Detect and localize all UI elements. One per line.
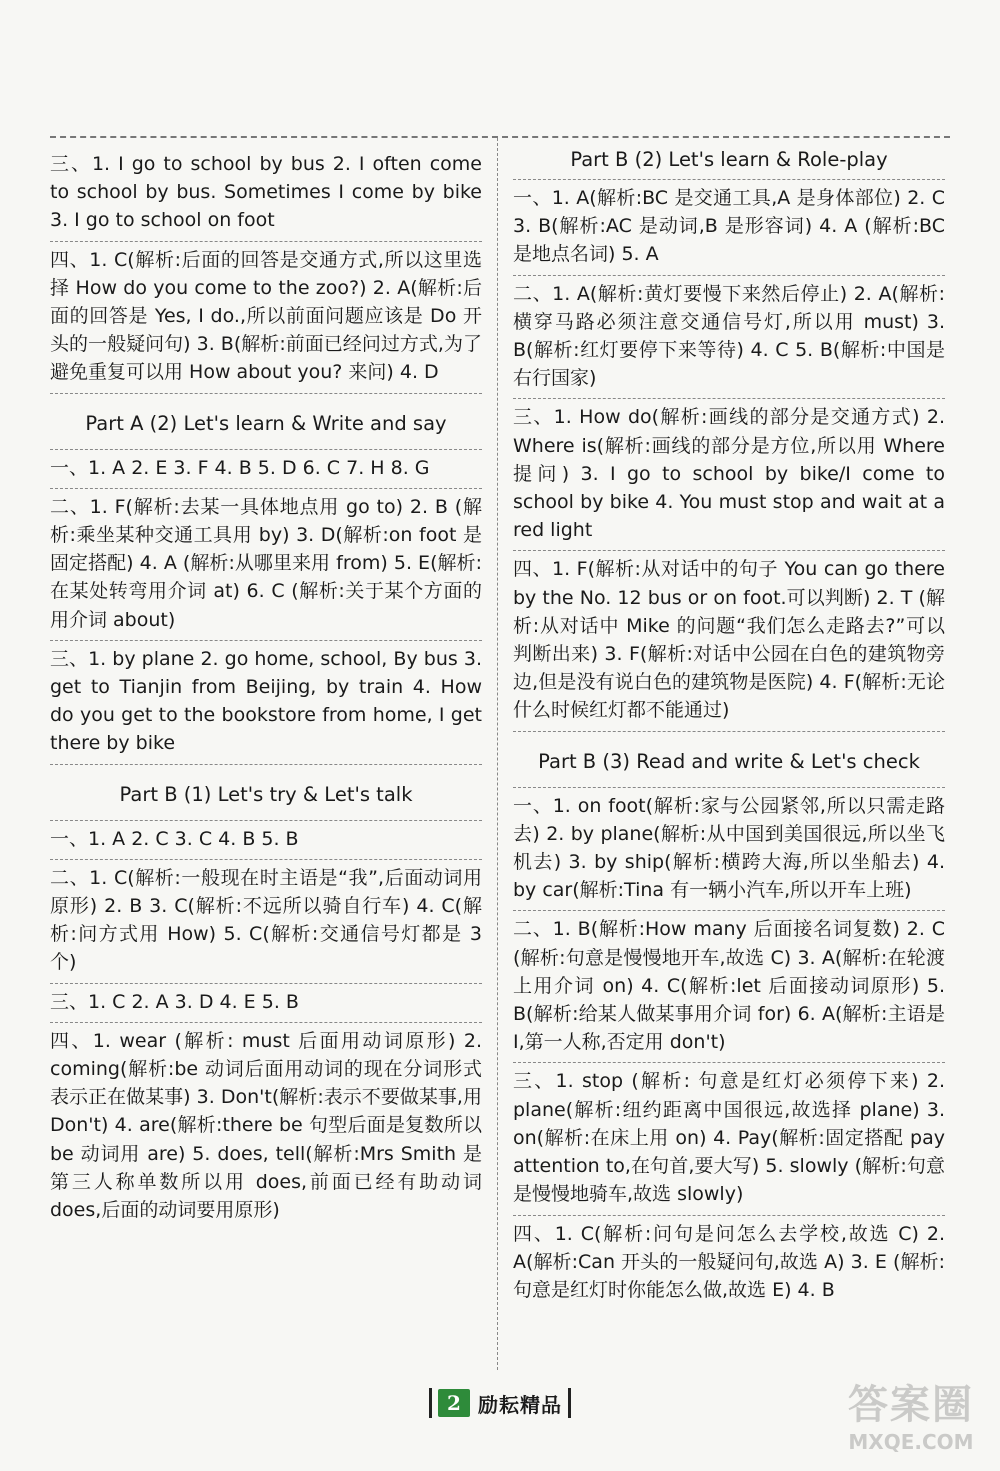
column-divider — [497, 138, 498, 1370]
answer-block: 一、1. A(解析:BC 是交通工具,A 是身体部位) 2. C 3. B(解析:AC 是动词,B 是形容词) 4. A (解析:BC 是地点名词) 5. A — [513, 180, 945, 276]
section-heading: Part B (1) Let's try & Let's talk — [50, 765, 482, 821]
answer-block: 三、1. by plane 2. go home, school, By bus 3. get to Tianjin from Beijing, by train 4. How do you get to the bookstore from home, I get there by bike — [50, 641, 482, 765]
answer-block: 二、1. F(解析:去某一具体地点用 go to) 2. B (解析:乘坐某种交通工具用 by) 3. D(解析:on foot 是固定搭配) 4. A (解析:从哪里来用 from) 5. E(解析:在某处转弯用介词 at) 6. C (解析:关于某个方面的用介词 about) — [50, 489, 482, 641]
answer-block: 三、1. I go to school by bus 2. I often come to school by bus. Sometimes I come by bike 3. I go to school on foot — [50, 146, 482, 242]
answer-block: 三、1. stop (解析: 句意是红灯必须停下来) 2. plane(解析:纽约距离中国很远,故选择 plane) 3. on(解析:在床上用 on) 4. Pay(解析:固定搭配 pay attention to,在句首,要大写) 5. slowly (解析:句意是慢慢地骑车,故选 slowly) — [513, 1063, 945, 1215]
right-column — [513, 146, 945, 1310]
answer-block: 三、1. C 2. A 3. D 4. E 5. B — [50, 984, 482, 1023]
watermark-url: MXQE.COM — [848, 1430, 974, 1454]
answer-block: 一、1. A 2. C 3. C 4. B 5. B — [50, 821, 482, 860]
answer-block: 四、1. F(解析:从对话中的句子 You can go there by the No. 12 bus or on foot.可以判断) 2. T (解析:从对话中 Mike 的问题“我们怎么走路去?”可以判断出来) 3. F(解析:对话中公园在白色的建筑物旁边,但是没有说白色的建筑物是医院) 4. F(解析:无论什么时候红灯都不能通过) — [513, 551, 945, 731]
top-divider — [50, 136, 950, 138]
section-heading: Part B (3) Read and write & Let's check — [513, 732, 945, 788]
section-heading: Part B (2) Let's learn & Role-play — [513, 146, 945, 180]
answer-block: 二、1. A(解析:黄灯要慢下来然后停止) 2. A(解析:横穿马路必须注意交通信号灯,所以用 must) 3. B(解析:红灯要停下来等待) 4. C 5. B(解析:中国是右行国家) — [513, 276, 945, 400]
answer-block: 四、1. C(解析:后面的回答是交通方式,所以这里选择 How do you come to the zoo?) 2. A(解析:后面的回答是 Yes, I do.,所以前面问题应该是 Do 开头的一般疑问句) 3. B(解析:前面已经问过方式,为了避免重复可以用 How about you? 来问) 4. D — [50, 242, 482, 394]
brand-name: 励耘精品 — [477, 1392, 562, 1417]
answer-block: 四、1. C(解析:问句是问怎么去学校,故选 C) 2. A(解析:Can 开头的一般疑问句,故选 A) 3. E (解析:句意是红灯时你能怎么做,故选 E) 4. B — [513, 1222, 945, 1301]
watermark-logo — [836, 1373, 986, 1459]
footer-bar-left — [429, 1388, 432, 1418]
left-column — [50, 146, 482, 1230]
page-number: 2 — [438, 1389, 470, 1417]
answer-block: 四、1. wear (解析: must 后面用动词原形) 2. coming(解析:be 动词后面用动词的现在分词形式表示正在做某事) 3. Don't(解析:表示不要做某事,用 Don't) 4. are(解析:there be 句型后面是复数所以 be 动词用 are) 5. does, tell(解析:Mrs Smith 是第三人称单数所以用 does,前面已经有助动词 does,后面的动词要用原形) — [50, 1029, 482, 1222]
answer-block: 三、1. How do(解析:画线的部分是交通方式) 2. Where is(解析:画线的部分是方位,所以用 Where 提问) 3. I go to school by bike/I come to school by bike 4. You must stop and wait at a red light — [513, 399, 945, 551]
page-footer — [410, 1384, 590, 1422]
answer-block: 一、1. on foot(解析:家与公园紧邻,所以只需走路去) 2. by plane(解析:从中国到美国很远,所以坐飞机去) 3. by ship(解析:横跨大海,所以坐船去) 4. by car(解析:Tina 有一辆小汽车,所以开车上班) — [513, 788, 945, 912]
footer-bar-right — [568, 1388, 571, 1418]
section-heading: Part A (2) Let's learn & Write and say — [50, 394, 482, 450]
answer-block: 二、1. B(解析:How many 后面接名词复数) 2. C (解析:句意是慢慢地开车,故选 C) 3. A(解析:在轮渡上用介词 on) 4. C(解析:let 后面接动词原形) 5. B(解析:给某人做某事用介词 for) 6. A(解析:主语是 I,第一人称,否定用 don't) — [513, 911, 945, 1063]
answer-block: 二、1. C(解析:一般现在时主语是“我”,后面动词用原形) 2. B 3. C(解析:不远所以骑自行车) 4. C(解析:问方式用 How) 5. C(解析:交通信号灯都是 3 个) — [50, 860, 482, 984]
answer-block: 一、1. A 2. E 3. F 4. B 5. D 6. C 7. H 8. G — [50, 450, 482, 489]
watermark-title: 答案圈 — [848, 1382, 974, 1428]
